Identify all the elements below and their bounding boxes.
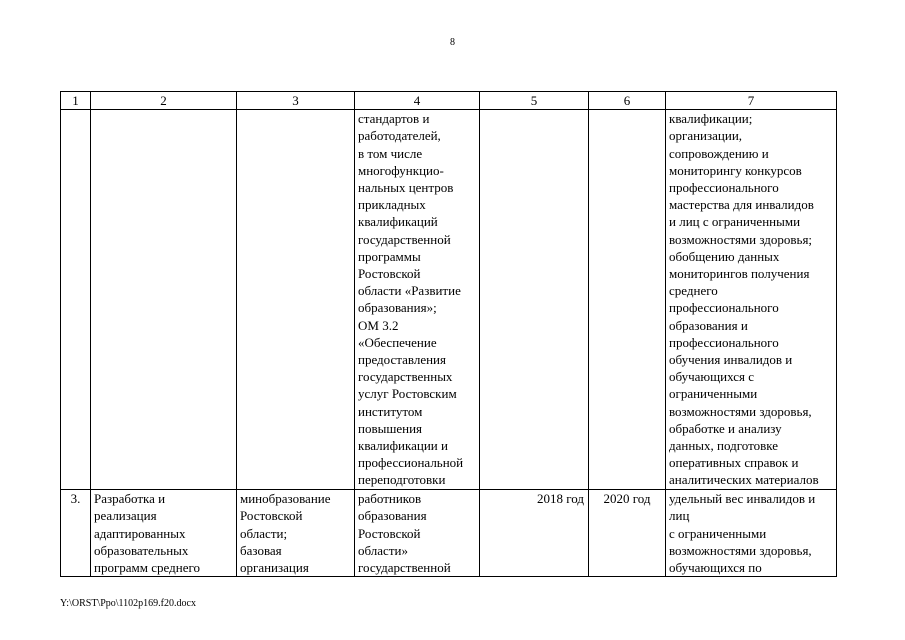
text-line: лиц xyxy=(669,508,690,524)
text-line: ограниченными xyxy=(669,386,758,402)
document-table xyxy=(60,91,837,577)
row-number: 3. xyxy=(61,490,91,577)
text-line: обучающихся по xyxy=(669,560,762,576)
header-cell: 1 xyxy=(61,92,91,110)
text-line: среднего xyxy=(669,283,718,299)
text-line: квалификации; xyxy=(669,111,753,127)
text-line: обработке и анализу xyxy=(669,420,782,436)
text-line: профессионального xyxy=(669,300,779,316)
text-line: аналитических материалов xyxy=(669,472,819,488)
text-line: профессионального xyxy=(669,180,779,196)
text-line: мониторингу конкурсов xyxy=(669,162,802,178)
text-line: Ростовской xyxy=(358,525,421,541)
text-line: Ростовской xyxy=(240,508,303,524)
text-line: многофункцио- xyxy=(358,162,444,178)
text-line: прикладных xyxy=(358,197,426,213)
table-cell-indicators xyxy=(666,490,837,577)
text-line: области «Развитие xyxy=(358,283,461,299)
text-line: ОМ 3.2 xyxy=(358,317,399,333)
text-line: квалификации и xyxy=(358,438,448,454)
text-line: образования xyxy=(358,508,427,524)
table-cell-event xyxy=(355,110,480,490)
table-cell xyxy=(91,110,237,490)
text-line: с ограниченными xyxy=(669,525,767,541)
page-number: 8 xyxy=(450,37,455,48)
text-line: нальных центров xyxy=(358,180,454,196)
header-cell: 5 xyxy=(480,92,589,110)
table-row-continuation xyxy=(61,110,837,490)
text-line: государственной xyxy=(358,560,451,576)
header-cell: 3 xyxy=(237,92,355,110)
text-line: базовая xyxy=(240,542,282,558)
table-cell xyxy=(589,110,666,490)
text-line: переподготовки xyxy=(358,472,446,488)
text-line: образования и xyxy=(669,317,748,333)
text-line: области» xyxy=(358,542,408,558)
table-cell xyxy=(61,110,91,490)
text-line: Разработка и xyxy=(94,491,166,507)
text-line: государственной xyxy=(358,231,451,247)
text-line: и лиц с ограниченными xyxy=(669,214,801,230)
text-line: сопровождению и xyxy=(669,145,769,161)
text-line: услуг Ростовским xyxy=(358,386,457,402)
text-line: стандартов и xyxy=(358,111,430,127)
text-line: адаптированных xyxy=(94,525,186,541)
text-line: образовательных xyxy=(94,542,189,558)
text-line: обучения инвалидов и xyxy=(669,352,793,368)
text-line: удельный вес инвалидов и xyxy=(669,491,816,507)
start-year-cell: 2018 год xyxy=(480,490,589,577)
text-line: Ростовской xyxy=(358,266,421,282)
text-line: работников xyxy=(358,491,422,507)
header-cell: 2 xyxy=(91,92,237,110)
header-cell: 7 xyxy=(666,92,837,110)
table-cell-event-name xyxy=(91,490,237,577)
text-line: минобразование xyxy=(240,491,331,507)
text-line: реализация xyxy=(94,508,157,524)
table-row-3 xyxy=(61,490,837,577)
text-line: в том числе xyxy=(358,145,423,161)
text-line: области; xyxy=(240,525,288,541)
header-cell: 4 xyxy=(355,92,480,110)
text-line: образования»; xyxy=(358,300,437,316)
text-line: программы xyxy=(358,248,421,264)
text-line: организация xyxy=(240,560,309,576)
text-line: профессиональной xyxy=(358,455,464,471)
text-line: организации, xyxy=(669,128,743,144)
text-line: оперативных справок и xyxy=(669,455,799,471)
text-line: возможностями здоровья; xyxy=(669,231,813,247)
text-line: повышения xyxy=(358,420,423,436)
text-line: программ среднего xyxy=(94,560,200,576)
text-line: возможностями здоровья, xyxy=(669,542,812,558)
text-line: работодателей, xyxy=(358,128,441,144)
text-line: мониторингов получения xyxy=(669,266,810,282)
text-line: возможностями здоровья, xyxy=(669,403,812,419)
text-line: институтом xyxy=(358,403,423,419)
text-line: мастерства для инвалидов xyxy=(669,197,814,213)
table-cell xyxy=(480,110,589,490)
text-line: государственных xyxy=(358,369,453,385)
text-line: квалификаций xyxy=(358,214,438,230)
table-cell-executor xyxy=(237,490,355,577)
text-line: профессионального xyxy=(669,334,779,350)
header-cell: 6 xyxy=(589,92,666,110)
text-line: обобщению данных xyxy=(669,248,780,264)
text-line: «Обеспечение xyxy=(358,334,437,350)
text-line: обучающихся с xyxy=(669,369,755,385)
table-cell-indicators xyxy=(666,110,837,490)
table-cell-basis xyxy=(355,490,480,577)
text-line: предоставления xyxy=(358,352,446,368)
end-year-cell: 2020 год xyxy=(589,490,666,577)
text-line: данных, подготовке xyxy=(669,438,778,454)
table-header-row xyxy=(61,92,837,110)
footer-file-path: Y:\ORST\Ppo\1102p169.f20.docx xyxy=(60,598,196,609)
table-cell xyxy=(237,110,355,490)
